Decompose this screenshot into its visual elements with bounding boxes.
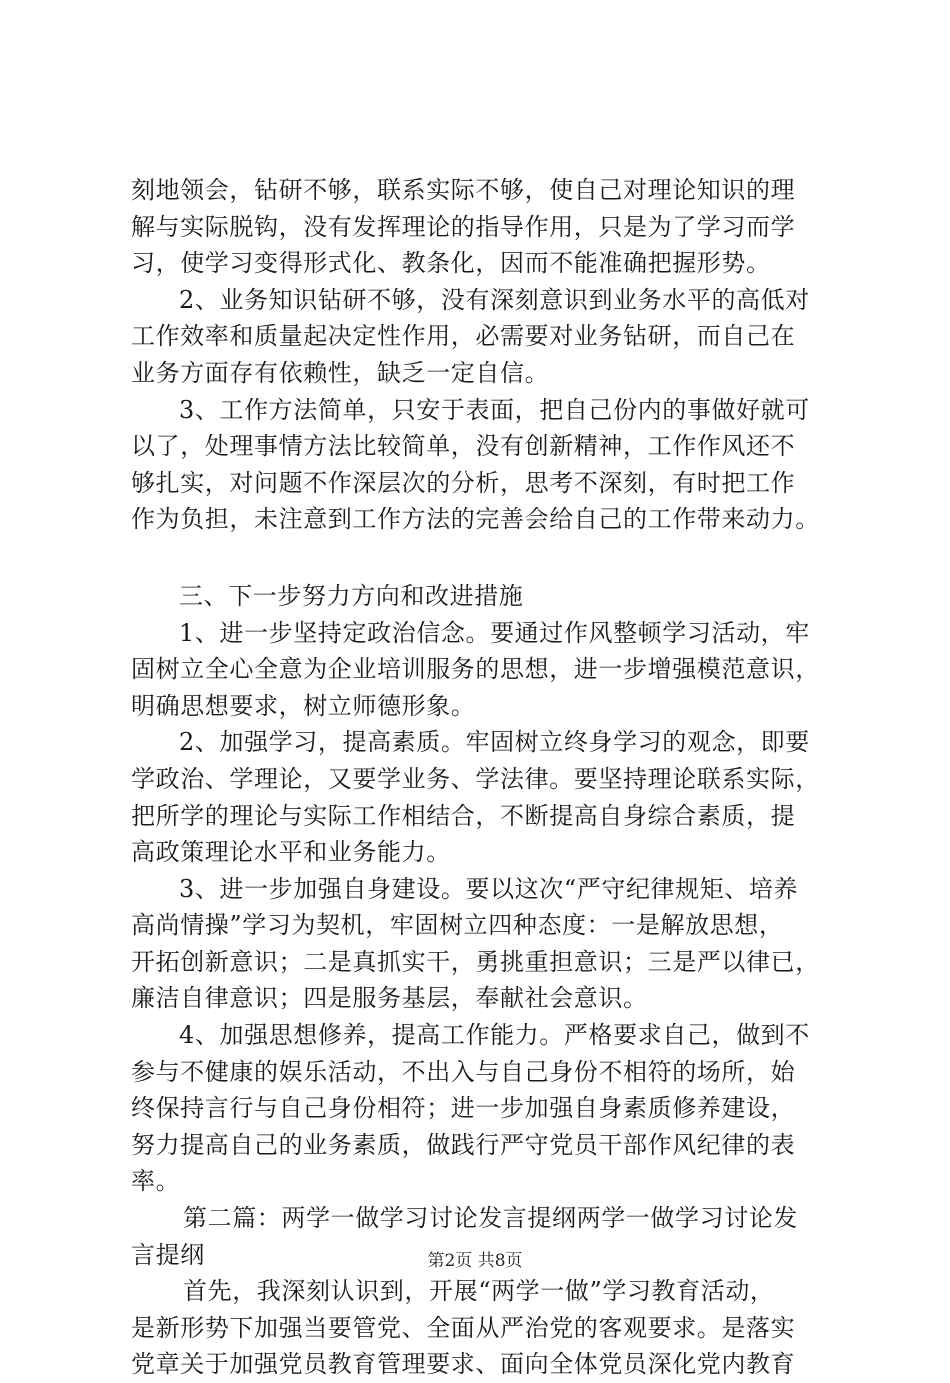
paragraph-start: 首先，我深刻认识到，开展“两学一做”学习教育活动， xyxy=(183,1277,775,1306)
text-line: 把所学的理论与实际工作相结合，不断提高自身综合素质，提 xyxy=(131,801,796,830)
text-line: 习，使学习变得形式化、教条化，因而不能准确把握形势。 xyxy=(131,249,771,278)
text-line: 业务方面存有依赖性，缺乏一定自信。 xyxy=(131,358,550,387)
paragraph-start: 3、工作方法简单，只安于表面，把自己份内的事做好就可 xyxy=(179,395,810,424)
text-line: 廉洁自律意识；四是服务基层，奉献社会意识。 xyxy=(131,984,648,1013)
text-line: 开拓创新意识；二是真抓实干，勇挑重担意识；三是严以律已， xyxy=(131,947,820,976)
paragraph-start: 3、进一步加强自身建设。要以这次“严守纪律规矩、培养 xyxy=(179,874,799,903)
paragraph-start: 2、业务知识钻研不够，没有深刻意识到业务水平的高低对 xyxy=(179,285,810,314)
text-line: 明确思想要求，树立师德形象。 xyxy=(131,691,476,720)
text-line: 是新形势下加强当要管党、全面从严治党的客观要求。是落实 xyxy=(131,1313,796,1342)
text-line: 高政策理论水平和业务能力。 xyxy=(131,838,451,867)
text-line: 刻地领会，钻研不够，联系实际不够，使自己对理论知识的理 xyxy=(131,176,796,204)
text-line: 高尚情操”学习为契机，牢固树立四种态度：一是解放思想， xyxy=(131,911,784,940)
text-line: 以了，处理事情方法比较简单，没有创新精神，工作作风还不 xyxy=(131,432,796,461)
text-line: 解与实际脱钩，没有发挥理论的指导作用，只是为了学习而学 xyxy=(131,212,796,241)
text-line: 作为负担，未注意到工作方法的完善会给自己的工作带来动力。 xyxy=(131,505,820,534)
paragraph-gap xyxy=(131,538,843,578)
paragraph-start: 1、进一步坚持定政治信念。要通过作风整顿学习活动，牢 xyxy=(179,618,810,647)
paragraph-start: 4、加强思想修养，提高工作能力。严格要求自己，做到不 xyxy=(179,1021,810,1050)
text-line: 率。 xyxy=(131,1167,181,1196)
page-footer: 第2页 共8页 xyxy=(427,1251,523,1271)
text-line: 党章关于加强党员教育管理要求、面向全体党员深化党内教育 xyxy=(131,1350,796,1379)
text-line: 够扎实，对问题不作深层次的分析，思考不深刻，有时把工作 xyxy=(131,468,796,497)
text-line: 工作效率和质量起决定性作用，必需要对业务钻研，而自己在 xyxy=(131,322,796,351)
text-line: 终保持言行与自己身份相符；进一步加强自身素质修养建设， xyxy=(131,1094,796,1123)
text-line: 固树立全心全意为企业培训服务的思想，进一步增强模范意识， xyxy=(131,655,820,684)
part-two-title: 第二篇：两学一做学习讨论发言提纲两学一做学习讨论发 xyxy=(183,1204,798,1233)
text-line: 学政治、学理论，又要学业务、学法律。要坚持理论联系实际， xyxy=(131,764,820,793)
section-heading: 三、下一步努力方向和改进措施 xyxy=(179,581,524,610)
text-line: 努力提高自己的业务素质，做践行严守党员干部作风纪律的表 xyxy=(131,1130,796,1159)
text-line: 参与不健康的娱乐活动，不出入与自己身份不相符的场所，始 xyxy=(131,1057,796,1086)
paragraph-start: 2、加强学习，提高素质。牢固树立终身学习的观念，即要 xyxy=(179,728,810,757)
text-line: 言提纲 xyxy=(131,1240,205,1269)
document-body xyxy=(131,172,843,1383)
